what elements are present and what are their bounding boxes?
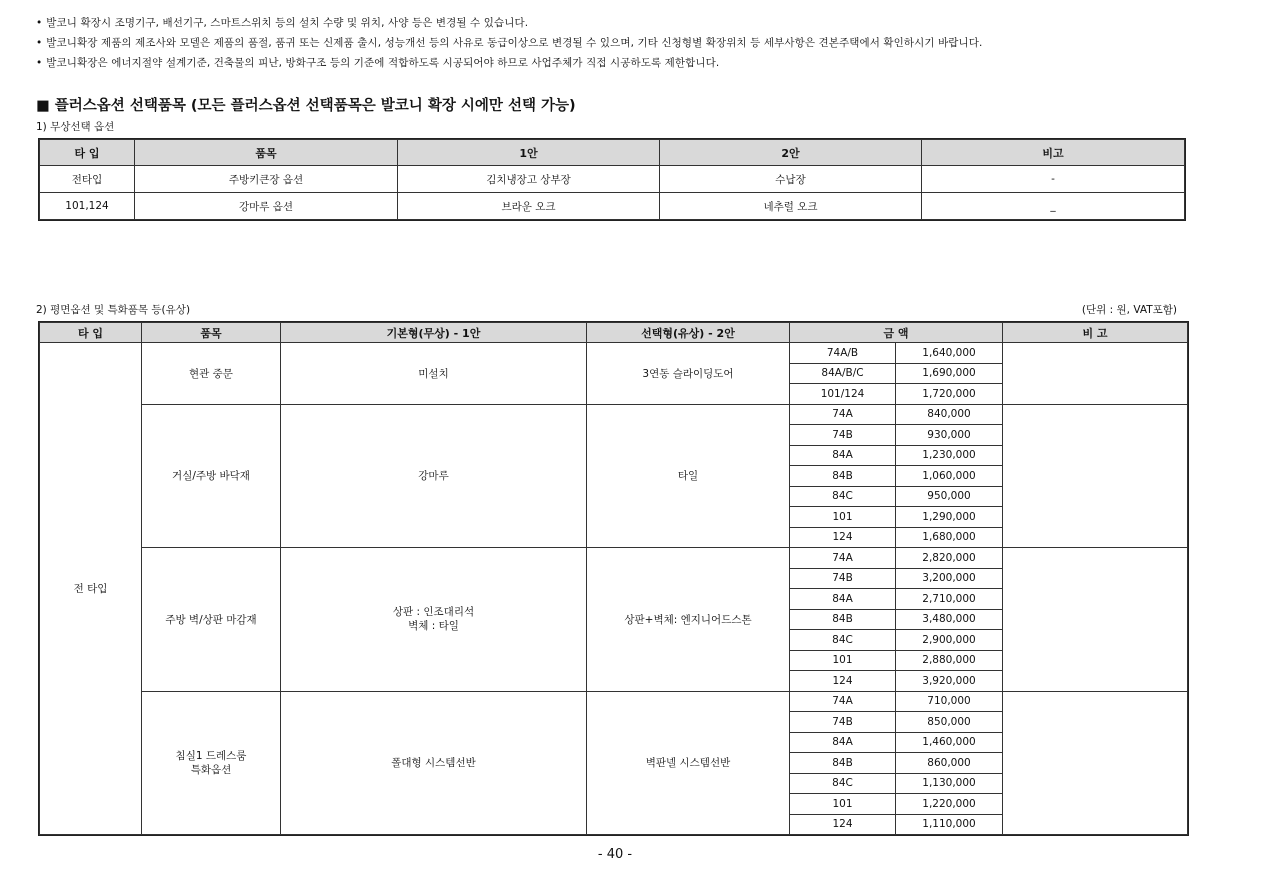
- price-type-cell: 74B: [790, 568, 896, 589]
- table-cell: -: [922, 166, 1185, 193]
- price-cell: 3,920,000: [896, 671, 1003, 692]
- price-cell: 2,880,000: [896, 650, 1003, 671]
- free-options-label: 1) 무상선택 옵션: [36, 121, 115, 133]
- table-row: [40, 404, 1188, 425]
- price-type-cell: 74A: [790, 404, 896, 425]
- column-header: 기본형(무상) - 1안: [281, 323, 587, 343]
- option-cell: 상판+벽체: 엔지니어드스톤: [587, 548, 790, 692]
- price-cell: 3,200,000: [896, 568, 1003, 589]
- column-header: 비고: [922, 140, 1185, 166]
- price-type-cell: 124: [790, 814, 896, 835]
- table-cell: 브라운 오크: [398, 193, 660, 220]
- item-cell: [142, 691, 281, 835]
- price-cell: 2,900,000: [896, 630, 1003, 651]
- price-cell: 850,000: [896, 712, 1003, 733]
- price-cell: 1,720,000: [896, 384, 1003, 405]
- price-cell: 710,000: [896, 691, 1003, 712]
- remark-cell: [1003, 548, 1188, 692]
- table-row: [40, 193, 1185, 220]
- column-header: 비 고: [1003, 323, 1188, 343]
- table-row: [40, 548, 1188, 569]
- note-item: • 발코니확장 제품의 제조사와 모델은 제품의 품절, 품귀 또는 신제품 출시, 성능개선 등의 사유로 동급이상으로 변경될 수 있으며, 기타 신청형별 확장위치 등 세부사항은 견본주택에서 확인하시기 바랍니다.: [36, 37, 983, 49]
- free-options-table: [39, 139, 1185, 220]
- notes-list: [36, 16, 1236, 76]
- remark-cell: [1003, 691, 1188, 835]
- price-type-cell: 101: [790, 794, 896, 815]
- price-type-cell: 101: [790, 507, 896, 528]
- column-header: 1안: [398, 140, 660, 166]
- column-header: 품목: [142, 323, 281, 343]
- column-header: 금 액: [790, 323, 1003, 343]
- price-cell: 950,000: [896, 486, 1003, 507]
- table-cell: 강마루 옵션: [135, 193, 398, 220]
- price-type-cell: 74A: [790, 548, 896, 569]
- price-type-cell: 84A: [790, 732, 896, 753]
- item-cell: 주방 벽/상판 마감재: [142, 548, 281, 692]
- item-cell: 거실/주방 바닥재: [142, 404, 281, 548]
- remark-cell: [1003, 343, 1188, 405]
- price-cell: 1,690,000: [896, 363, 1003, 384]
- table-cell: 김치냉장고 상부장: [398, 166, 660, 193]
- price-type-cell: 74A: [790, 691, 896, 712]
- column-header: 품목: [135, 140, 398, 166]
- price-type-cell: 101: [790, 650, 896, 671]
- price-type-cell: 84B: [790, 753, 896, 774]
- price-cell: 1,290,000: [896, 507, 1003, 528]
- option-cell: 벽판넬 시스템선반: [587, 691, 790, 835]
- table-header-row: [40, 140, 1185, 166]
- paid-options-table: [39, 322, 1188, 835]
- price-type-cell: 74A/B: [790, 343, 896, 364]
- note-item: • 발코니 확장시 조명기구, 배선기구, 스마트스위치 등의 설치 수량 및 위치, 사양 등은 변경될 수 있습니다.: [36, 17, 529, 29]
- price-cell: 840,000: [896, 404, 1003, 425]
- unit-label: (단위 : 원, VAT포함): [1081, 304, 1177, 316]
- price-cell: 1,060,000: [896, 466, 1003, 487]
- section-title: ■ 플러스옵션 선택품목 (모든 플러스옵션 선택품목은 발코니 확장 시에만 선택 가능): [36, 98, 576, 114]
- price-cell: 2,710,000: [896, 589, 1003, 610]
- price-cell: 2,820,000: [896, 548, 1003, 569]
- price-type-cell: 74B: [790, 712, 896, 733]
- item-line: 특화옵션: [190, 763, 232, 776]
- type-cell: 전 타입: [40, 343, 142, 835]
- price-cell: 1,110,000: [896, 814, 1003, 835]
- paid-options-label: 2) 평면옵션 및 특화품목 등(유상): [36, 304, 191, 316]
- price-type-cell: 84B: [790, 609, 896, 630]
- price-cell: 1,460,000: [896, 732, 1003, 753]
- basic-cell: [281, 548, 587, 692]
- price-cell: 860,000: [896, 753, 1003, 774]
- price-type-cell: 84C: [790, 486, 896, 507]
- table-row: [40, 166, 1185, 193]
- table-cell: 네추럴 오크: [660, 193, 922, 220]
- basic-line: 벽체 : 타일: [408, 620, 459, 633]
- price-type-cell: 84A: [790, 589, 896, 610]
- table-header-row: [40, 323, 1188, 343]
- basic-cell: 미설치: [281, 343, 587, 405]
- price-type-cell: 124: [790, 671, 896, 692]
- basic-cell: 폴대형 시스템선반: [281, 691, 587, 835]
- option-cell: 3연동 슬라이딩도어: [587, 343, 790, 405]
- column-header: 타 입: [40, 140, 135, 166]
- table-row: [40, 691, 1188, 712]
- price-type-cell: 84C: [790, 773, 896, 794]
- table-row: [40, 343, 1188, 364]
- price-type-cell: 84C: [790, 630, 896, 651]
- price-type-cell: 124: [790, 527, 896, 548]
- price-cell: 3,480,000: [896, 609, 1003, 630]
- table-cell: 주방키큰장 옵션: [135, 166, 398, 193]
- table-cell: _: [922, 193, 1185, 220]
- basic-cell: 강마루: [281, 404, 587, 548]
- option-cell: 타일: [587, 404, 790, 548]
- price-cell: 1,130,000: [896, 773, 1003, 794]
- column-header: 선택형(유상) - 2안: [587, 323, 790, 343]
- table-cell: 101,124: [40, 193, 135, 220]
- price-cell: 1,640,000: [896, 343, 1003, 364]
- price-type-cell: 84A/B/C: [790, 363, 896, 384]
- column-header: 타 입: [40, 323, 142, 343]
- price-type-cell: 101/124: [790, 384, 896, 405]
- price-type-cell: 74B: [790, 425, 896, 446]
- item-cell: 현관 중문: [142, 343, 281, 405]
- table-cell: 수납장: [660, 166, 922, 193]
- price-cell: 1,230,000: [896, 445, 1003, 466]
- price-cell: 930,000: [896, 425, 1003, 446]
- price-cell: 1,680,000: [896, 527, 1003, 548]
- remark-cell: [1003, 404, 1188, 548]
- note-item: • 발코니확장은 에너지절약 설계기준, 건축물의 피난, 방화구조 등의 기준에 적합하도록 시공되어야 하므로 사업주체가 직접 시공하도록 제한합니다.: [36, 57, 720, 69]
- item-line: 침실1 드레스룸: [175, 749, 247, 762]
- price-cell: 1,220,000: [896, 794, 1003, 815]
- basic-line: 상판 : 인조대리석: [392, 606, 475, 619]
- price-type-cell: 84B: [790, 466, 896, 487]
- page-number: - 40 -: [597, 847, 633, 862]
- price-type-cell: 84A: [790, 445, 896, 466]
- column-header: 2안: [660, 140, 922, 166]
- table-cell: 전타입: [40, 166, 135, 193]
